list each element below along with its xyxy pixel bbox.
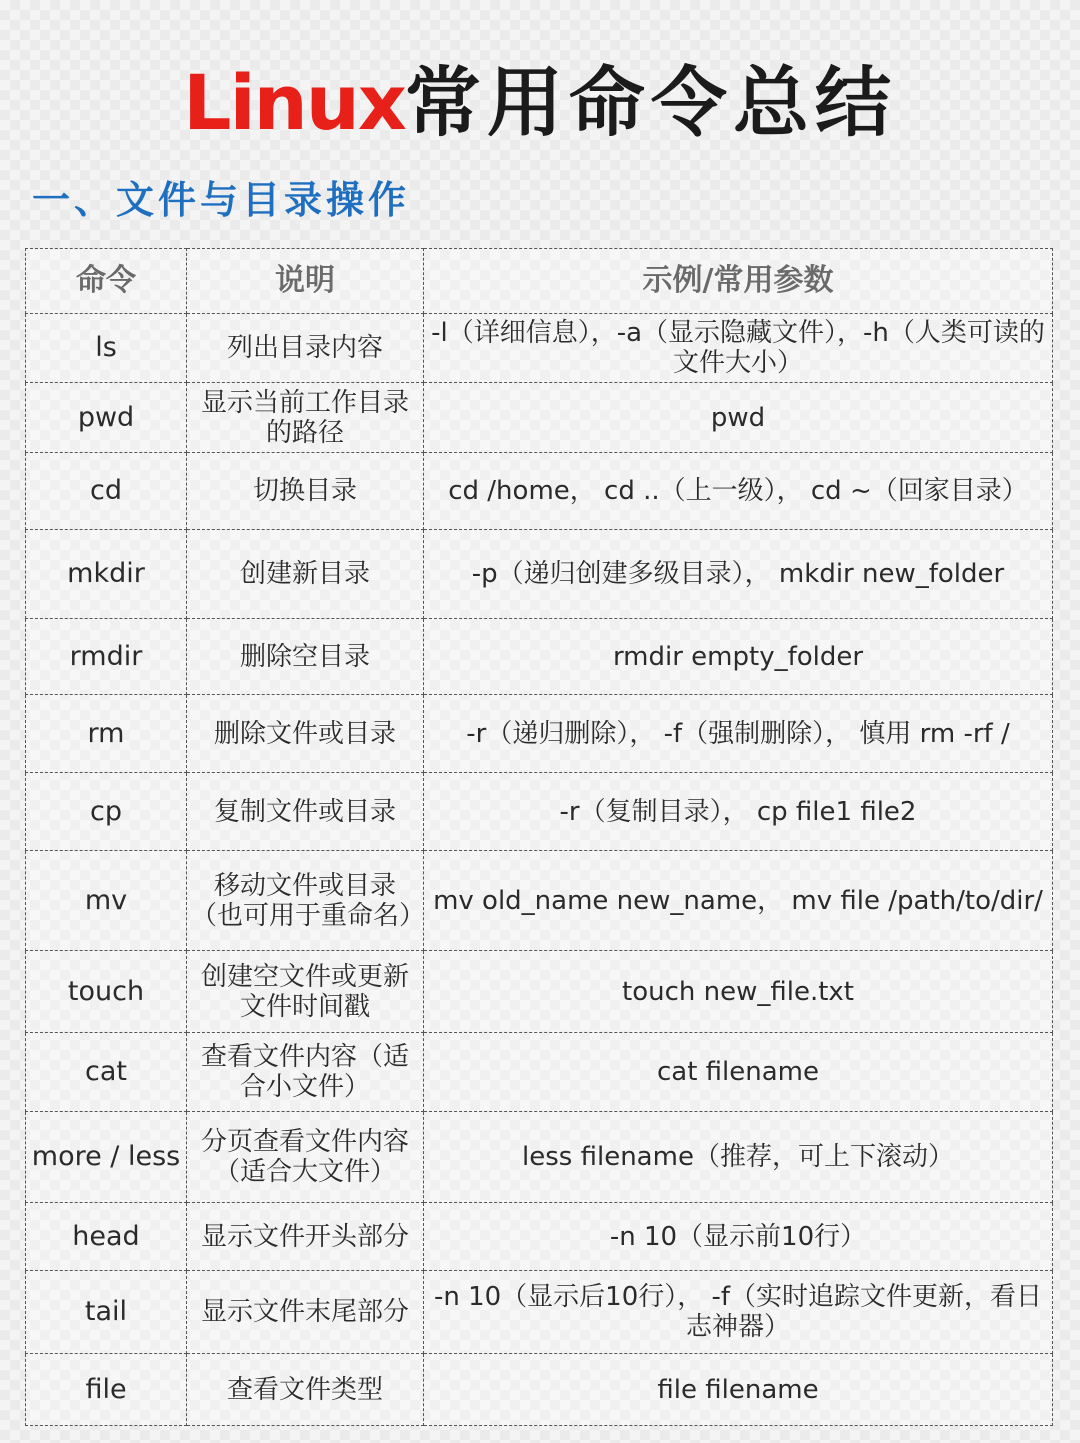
example-cell: mv old_name new_name， mv file /path/to/dir/: [424, 851, 1053, 951]
table-row: [26, 530, 1053, 619]
description-cell: 移动文件或目录（也可用于重命名）: [187, 851, 424, 951]
table-row: [26, 695, 1053, 773]
description-cell: 显示文件开头部分: [187, 1203, 424, 1271]
page-title: [0, 58, 1080, 148]
example-cell: pwd: [424, 383, 1053, 453]
command-cell: cp: [26, 773, 187, 851]
example-cell: cat filename: [424, 1033, 1053, 1112]
page-title-linux: Linux: [183, 58, 405, 147]
example-cell: rmdir empty_folder: [424, 619, 1053, 695]
command-cell: head: [26, 1203, 187, 1271]
example-cell: touch new_file.txt: [424, 951, 1053, 1033]
example-cell: file filename: [424, 1354, 1053, 1426]
command-cell: cat: [26, 1033, 187, 1112]
description-cell: 删除空目录: [187, 619, 424, 695]
header-example: 示例/常用参数: [424, 249, 1053, 314]
table-header-row: [26, 249, 1053, 314]
header-description: 说明: [187, 249, 424, 314]
table-row: [26, 1112, 1053, 1203]
command-cell: more / less: [26, 1112, 187, 1203]
command-cell: tail: [26, 1271, 187, 1354]
example-cell: less filename（推荐，可上下滚动）: [424, 1112, 1053, 1203]
command-cell: rm: [26, 695, 187, 773]
table-row: [26, 1354, 1053, 1426]
description-cell: 列出目录内容: [187, 314, 424, 383]
table-row: [26, 773, 1053, 851]
table-row: [26, 951, 1053, 1033]
table-row: [26, 619, 1053, 695]
description-cell: 创建新目录: [187, 530, 424, 619]
description-cell: 切换目录: [187, 453, 424, 530]
command-cell: touch: [26, 951, 187, 1033]
description-cell: 创建空文件或更新文件时间戳: [187, 951, 424, 1033]
table-row: [26, 453, 1053, 530]
example-cell: -p（递归创建多级目录）， mkdir new_folder: [424, 530, 1053, 619]
section-heading: 一、文件与目录操作: [32, 178, 411, 222]
command-cell: ls: [26, 314, 187, 383]
example-cell: -n 10（显示后10行）， -f（实时追踪文件更新，看日志神器）: [424, 1271, 1053, 1354]
table-row: [26, 1203, 1053, 1271]
command-cell: pwd: [26, 383, 187, 453]
example-cell: -r（递归删除）， -f（强制删除）， 慎用 rm -rf /: [424, 695, 1053, 773]
description-cell: 显示文件末尾部分: [187, 1271, 424, 1354]
command-cell: mkdir: [26, 530, 187, 619]
example-cell: -r（复制目录）， cp file1 file2: [424, 773, 1053, 851]
table-row: [26, 1033, 1053, 1112]
description-cell: 显示当前工作目录的路径: [187, 383, 424, 453]
description-cell: 分页查看文件内容（适合大文件）: [187, 1112, 424, 1203]
description-cell: 复制文件或目录: [187, 773, 424, 851]
example-cell: -l（详细信息），-a（显示隐藏文件），-h（人类可读的文件大小）: [424, 314, 1053, 383]
description-cell: 查看文件类型: [187, 1354, 424, 1426]
command-table: [25, 248, 1053, 1426]
description-cell: 删除文件或目录: [187, 695, 424, 773]
table-row: [26, 314, 1053, 383]
command-cell: mv: [26, 851, 187, 951]
command-cell: file: [26, 1354, 187, 1426]
description-cell: 查看文件内容（适合小文件）: [187, 1033, 424, 1112]
page-title-summary: 常用命令总结: [404, 58, 897, 147]
table-row: [26, 1271, 1053, 1354]
header-command: 命令: [26, 249, 187, 314]
command-cell: rmdir: [26, 619, 187, 695]
example-cell: cd /home， cd ..（上一级）， cd ~（回家目录）: [424, 453, 1053, 530]
command-cell: cd: [26, 453, 187, 530]
table-row: [26, 851, 1053, 951]
example-cell: -n 10（显示前10行）: [424, 1203, 1053, 1271]
table-row: [26, 383, 1053, 453]
